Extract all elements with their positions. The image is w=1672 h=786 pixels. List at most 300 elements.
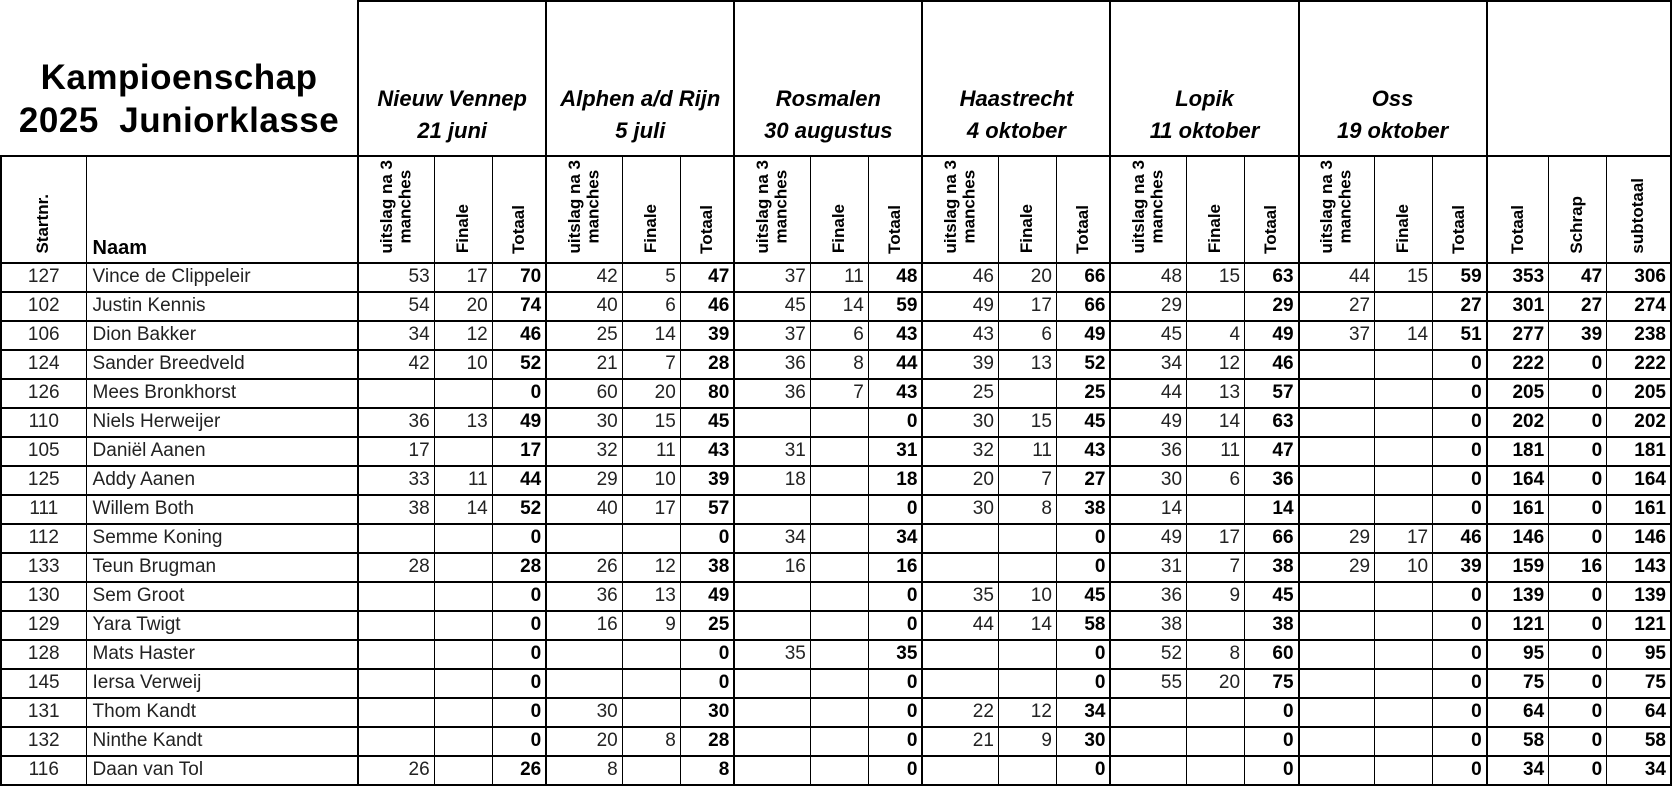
grand-totaal-header-label: Totaal — [1507, 204, 1527, 254]
finale-cell-event-2: 10 — [622, 466, 680, 495]
totaal-cell-event-5: 63 — [1245, 408, 1299, 437]
finale-cell-event-3 — [810, 611, 868, 640]
totaal-cell-event-6: 0 — [1433, 437, 1487, 466]
uitslag-cell-event-3: 16 — [734, 553, 810, 582]
event-totaal-header-label: Totaal — [1449, 204, 1469, 254]
totaal-header-event-2 — [680, 156, 734, 263]
startnr-cell: 112 — [1, 524, 86, 553]
subtotal-cell: 95 — [1607, 640, 1671, 669]
uitslag-cell-event-5: 36 — [1110, 437, 1186, 466]
event-totaal-header-label: Totaal — [696, 204, 716, 254]
finale-cell-event-5 — [1187, 495, 1245, 524]
uitslag-cell-event-1 — [358, 640, 434, 669]
totaal-cell-event-1: 52 — [492, 495, 546, 524]
uitslag-cell-event-1: 34 — [358, 321, 434, 350]
uitslag-cell-event-5: 44 — [1110, 379, 1186, 408]
totaal-cell-event-4: 30 — [1056, 727, 1110, 756]
uitslag-cell-event-2: 21 — [546, 350, 622, 379]
finale-cell-event-1 — [434, 756, 492, 785]
totaal-cell-event-1: 0 — [492, 698, 546, 727]
totaal-cell-event-1: 0 — [492, 611, 546, 640]
event-name: Nieuw Vennep — [377, 86, 527, 112]
uitslag-cell-event-6: 37 — [1299, 321, 1375, 350]
finale-cell-event-5: 12 — [1187, 350, 1245, 379]
totaal-cell-event-5: 47 — [1245, 437, 1299, 466]
totaal-cell-event-5: 45 — [1245, 582, 1299, 611]
finale-cell-event-3: 7 — [810, 379, 868, 408]
finale-cell-event-4 — [998, 640, 1056, 669]
finale-header-label: Finale — [1205, 204, 1225, 254]
finale-cell-event-2 — [622, 669, 680, 698]
startnr-cell: 111 — [1, 495, 86, 524]
finale-cell-event-3 — [810, 756, 868, 785]
total-cell: 95 — [1487, 640, 1549, 669]
uitslag-cell-event-4 — [922, 553, 998, 582]
totaal-cell-event-1: 0 — [492, 379, 546, 408]
event-totaal-header-label: Totaal — [1260, 204, 1280, 254]
startnr-cell: 116 — [1, 756, 86, 785]
uitslag-cell-event-4: 43 — [922, 321, 998, 350]
total-cell: 75 — [1487, 669, 1549, 698]
totaal-cell-event-4: 0 — [1056, 640, 1110, 669]
finale-cell-event-3 — [810, 727, 868, 756]
totaal-cell-event-3: 59 — [868, 292, 922, 321]
table-row — [1, 495, 1671, 524]
finale-cell-event-3 — [810, 553, 868, 582]
uitslag-cell-event-3 — [734, 669, 810, 698]
finale-header-label: Finale — [1017, 204, 1037, 254]
finale-cell-event-4: 14 — [998, 611, 1056, 640]
uitslag-cell-event-6: 27 — [1299, 292, 1375, 321]
finale-cell-event-3: 14 — [810, 292, 868, 321]
subtotal-cell: 34 — [1607, 756, 1671, 785]
subtotaal-header — [1607, 156, 1671, 263]
finale-cell-event-4 — [998, 379, 1056, 408]
schrap-header-label: Schrap — [1567, 195, 1587, 254]
event-date: 21 juni — [417, 118, 488, 144]
sheet-title — [1, 1, 358, 156]
uitslag-cell-event-5 — [1110, 698, 1186, 727]
startnr-cell: 130 — [1, 582, 86, 611]
uitslag-cell-event-3: 35 — [734, 640, 810, 669]
totaal-cell-event-2: 8 — [680, 756, 734, 785]
finale-cell-event-6 — [1375, 669, 1433, 698]
total-cell: 159 — [1487, 553, 1549, 582]
totaal-cell-event-4: 0 — [1056, 669, 1110, 698]
name-cell: Iersa Verweij — [86, 669, 358, 698]
finale-cell-event-1: 14 — [434, 495, 492, 524]
totaal-cell-event-4: 43 — [1056, 437, 1110, 466]
finale-cell-event-5: 9 — [1187, 582, 1245, 611]
name-cell: Semme Koning — [86, 524, 358, 553]
finale-cell-event-2: 6 — [622, 292, 680, 321]
startnr-cell: 110 — [1, 408, 86, 437]
totaal-cell-event-6: 0 — [1433, 698, 1487, 727]
uitslag-cell-event-3: 34 — [734, 524, 810, 553]
uitslag-cell-event-4: 21 — [922, 727, 998, 756]
top-right-empty-cell — [1487, 1, 1671, 156]
uitslag-cell-event-3: 18 — [734, 466, 810, 495]
table-row — [1, 553, 1671, 582]
uitslag-cell-event-3: 36 — [734, 379, 810, 408]
schrap-cell: 0 — [1549, 727, 1607, 756]
name-cell: Justin Kennis — [86, 292, 358, 321]
table-row — [1, 466, 1671, 495]
uitslag-cell-event-3: 37 — [734, 321, 810, 350]
totaal-cell-event-3: 43 — [868, 379, 922, 408]
finale-cell-event-2 — [622, 640, 680, 669]
totaal-cell-event-3: 44 — [868, 350, 922, 379]
finale-header-event-1 — [434, 156, 492, 263]
totaal-cell-event-2: 25 — [680, 611, 734, 640]
finale-cell-event-1 — [434, 698, 492, 727]
name-cell: Sander Breedveld — [86, 350, 358, 379]
event-name: Alphen a/d Rijn — [560, 86, 721, 112]
uitslag-cell-event-6 — [1299, 727, 1375, 756]
uitslag-cell-event-1: 28 — [358, 553, 434, 582]
schrap-cell: 0 — [1549, 756, 1607, 785]
startnr-cell: 129 — [1, 611, 86, 640]
finale-cell-event-4: 11 — [998, 437, 1056, 466]
finale-cell-event-6 — [1375, 582, 1433, 611]
totaal-cell-event-5: 57 — [1245, 379, 1299, 408]
uitslag-cell-event-3 — [734, 582, 810, 611]
totaal-cell-event-5: 14 — [1245, 495, 1299, 524]
totaal-cell-event-3: 0 — [868, 727, 922, 756]
uitslag-cell-event-3: 36 — [734, 350, 810, 379]
uitslag-cell-event-5: 30 — [1110, 466, 1186, 495]
subtotal-cell: 205 — [1607, 379, 1671, 408]
schrap-cell: 16 — [1549, 553, 1607, 582]
total-cell: 181 — [1487, 437, 1549, 466]
name-cell: Vince de Clippeleir — [86, 263, 358, 292]
uitslag-cell-event-6 — [1299, 350, 1375, 379]
totaal-header-event-4 — [1056, 156, 1110, 263]
uitslag-cell-event-4: 46 — [922, 263, 998, 292]
uitslag-cell-event-1: 54 — [358, 292, 434, 321]
totaal-cell-event-6: 0 — [1433, 756, 1487, 785]
finale-header-label: Finale — [640, 204, 660, 254]
uitslag-cell-event-5: 34 — [1110, 350, 1186, 379]
finale-cell-event-1: 10 — [434, 350, 492, 379]
table-row — [1, 756, 1671, 785]
totaal-cell-event-4: 49 — [1056, 321, 1110, 350]
event-date: 4 oktober — [966, 118, 1066, 144]
uitslag-cell-event-5: 48 — [1110, 263, 1186, 292]
finale-cell-event-1 — [434, 669, 492, 698]
startnr-cell: 131 — [1, 698, 86, 727]
finale-cell-event-6: 15 — [1375, 263, 1433, 292]
totaal-cell-event-5: 60 — [1245, 640, 1299, 669]
event-date: 5 juli — [615, 118, 666, 144]
schrap-header — [1549, 156, 1607, 263]
event-totaal-header-label: Totaal — [884, 204, 904, 254]
totaal-cell-event-3: 0 — [868, 611, 922, 640]
finale-cell-event-6 — [1375, 437, 1433, 466]
subtotal-cell: 161 — [1607, 495, 1671, 524]
totaal-cell-event-1: 0 — [492, 640, 546, 669]
uitslag-cell-event-1 — [358, 379, 434, 408]
finale-cell-event-2: 17 — [622, 495, 680, 524]
total-cell: 353 — [1487, 263, 1549, 292]
totaal-cell-event-4: 45 — [1056, 408, 1110, 437]
schrap-cell: 39 — [1549, 321, 1607, 350]
uitslag-cell-event-5: 55 — [1110, 669, 1186, 698]
uitslag-cell-event-3 — [734, 408, 810, 437]
uitslag-cell-event-2: 29 — [546, 466, 622, 495]
totaal-cell-event-5: 46 — [1245, 350, 1299, 379]
finale-cell-event-2: 15 — [622, 408, 680, 437]
uitslag-cell-event-6 — [1299, 495, 1375, 524]
totaal-cell-event-1: 49 — [492, 408, 546, 437]
uitslag-cell-event-2: 30 — [546, 698, 622, 727]
table-row — [1, 640, 1671, 669]
table-row — [1, 379, 1671, 408]
uitslag-cell-event-5 — [1110, 727, 1186, 756]
totaal-cell-event-3: 18 — [868, 466, 922, 495]
total-cell: 121 — [1487, 611, 1549, 640]
events-header-row — [1, 1, 1671, 156]
uitslag-cell-event-5: 38 — [1110, 611, 1186, 640]
startnr-cell: 132 — [1, 727, 86, 756]
totaal-cell-event-5: 38 — [1245, 553, 1299, 582]
uitslag-header-event-2 — [546, 156, 622, 263]
totaal-cell-event-4: 0 — [1056, 756, 1110, 785]
finale-cell-event-5 — [1187, 727, 1245, 756]
table-row — [1, 669, 1671, 698]
finale-cell-event-5: 14 — [1187, 408, 1245, 437]
totaal-cell-event-6: 0 — [1433, 611, 1487, 640]
uitslag-cell-event-4: 32 — [922, 437, 998, 466]
uitslag-cell-event-2: 40 — [546, 292, 622, 321]
uitslag-cell-event-6 — [1299, 640, 1375, 669]
finale-cell-event-4 — [998, 669, 1056, 698]
totaal-cell-event-6: 0 — [1433, 727, 1487, 756]
event-name: Oss — [1371, 86, 1414, 112]
uitslag-cell-event-1: 38 — [358, 495, 434, 524]
uitslag-header-label: uitslag na 3 manches — [564, 160, 603, 254]
total-cell: 139 — [1487, 582, 1549, 611]
totaal-cell-event-3: 34 — [868, 524, 922, 553]
uitslag-cell-event-4: 20 — [922, 466, 998, 495]
totaal-cell-event-2: 49 — [680, 582, 734, 611]
finale-cell-event-4 — [998, 756, 1056, 785]
name-cell: Mees Bronkhorst — [86, 379, 358, 408]
totaal-cell-event-3: 48 — [868, 263, 922, 292]
uitslag-cell-event-3: 31 — [734, 437, 810, 466]
finale-cell-event-5: 13 — [1187, 379, 1245, 408]
totaal-cell-event-2: 28 — [680, 727, 734, 756]
table-row — [1, 437, 1671, 466]
uitslag-cell-event-2: 8 — [546, 756, 622, 785]
totaal-cell-event-6: 0 — [1433, 350, 1487, 379]
finale-cell-event-6 — [1375, 756, 1433, 785]
totaal-cell-event-6: 59 — [1433, 263, 1487, 292]
finale-cell-event-6 — [1375, 495, 1433, 524]
totaal-cell-event-4: 34 — [1056, 698, 1110, 727]
totaal-cell-event-5: 0 — [1245, 698, 1299, 727]
totaal-cell-event-3: 0 — [868, 756, 922, 785]
uitslag-cell-event-3: 37 — [734, 263, 810, 292]
event-header-5 — [1110, 1, 1298, 156]
uitslag-cell-event-2: 36 — [546, 582, 622, 611]
uitslag-cell-event-4: 49 — [922, 292, 998, 321]
totaal-cell-event-1: 74 — [492, 292, 546, 321]
totaal-cell-event-3: 35 — [868, 640, 922, 669]
schrap-cell: 0 — [1549, 582, 1607, 611]
finale-cell-event-2 — [622, 698, 680, 727]
schrap-cell: 0 — [1549, 379, 1607, 408]
uitslag-cell-event-1 — [358, 582, 434, 611]
startnr-cell: 102 — [1, 292, 86, 321]
totaal-cell-event-5: 75 — [1245, 669, 1299, 698]
title-line2: 2025 Juniorklasse — [18, 101, 340, 141]
uitslag-cell-event-1: 26 — [358, 756, 434, 785]
finale-header-event-4 — [998, 156, 1056, 263]
finale-cell-event-1 — [434, 582, 492, 611]
event-name: Haastrecht — [959, 86, 1074, 112]
totaal-cell-event-6: 0 — [1433, 408, 1487, 437]
uitslag-cell-event-3: 45 — [734, 292, 810, 321]
uitslag-cell-event-5: 45 — [1110, 321, 1186, 350]
uitslag-cell-event-2 — [546, 524, 622, 553]
uitslag-cell-event-6 — [1299, 669, 1375, 698]
uitslag-cell-event-6 — [1299, 466, 1375, 495]
uitslag-cell-event-1 — [358, 669, 434, 698]
totaal-cell-event-3: 0 — [868, 408, 922, 437]
finale-cell-event-5: 7 — [1187, 553, 1245, 582]
event-header-4 — [922, 1, 1110, 156]
totaal-cell-event-1: 0 — [492, 524, 546, 553]
schrap-cell: 0 — [1549, 466, 1607, 495]
startnr-cell: 128 — [1, 640, 86, 669]
finale-cell-event-3 — [810, 495, 868, 524]
finale-cell-event-5: 6 — [1187, 466, 1245, 495]
uitslag-cell-event-5: 49 — [1110, 524, 1186, 553]
totaal-cell-event-1: 44 — [492, 466, 546, 495]
finale-cell-event-5: 15 — [1187, 263, 1245, 292]
subtotal-cell: 306 — [1607, 263, 1671, 292]
finale-cell-event-2: 8 — [622, 727, 680, 756]
totaal-cell-event-3: 43 — [868, 321, 922, 350]
totaal-header-event-3 — [868, 156, 922, 263]
subtotal-cell: 164 — [1607, 466, 1671, 495]
event-date: 19 oktober — [1336, 118, 1449, 144]
total-cell: 202 — [1487, 408, 1549, 437]
uitslag-cell-event-2: 16 — [546, 611, 622, 640]
event-totaal-header-label: Totaal — [1072, 204, 1092, 254]
totaal-cell-event-2: 38 — [680, 553, 734, 582]
finale-cell-event-3: 11 — [810, 263, 868, 292]
uitslag-cell-event-2: 42 — [546, 263, 622, 292]
totaal-cell-event-2: 47 — [680, 263, 734, 292]
uitslag-cell-event-1: 17 — [358, 437, 434, 466]
table-row — [1, 263, 1671, 292]
finale-cell-event-3 — [810, 408, 868, 437]
startnr-header-label: Startnr. — [33, 194, 53, 254]
uitslag-cell-event-1: 33 — [358, 466, 434, 495]
total-cell: 277 — [1487, 321, 1549, 350]
finale-cell-event-1 — [434, 553, 492, 582]
event-totaal-header-label: Totaal — [508, 204, 528, 254]
finale-cell-event-1 — [434, 611, 492, 640]
subtotaal-header-label: subtotaal — [1628, 177, 1648, 254]
uitslag-cell-event-5: 31 — [1110, 553, 1186, 582]
finale-cell-event-3 — [810, 524, 868, 553]
finale-cell-event-5: 8 — [1187, 640, 1245, 669]
totaal-cell-event-6: 46 — [1433, 524, 1487, 553]
totaal-cell-event-1: 28 — [492, 553, 546, 582]
finale-cell-event-1: 20 — [434, 292, 492, 321]
finale-cell-event-3 — [810, 437, 868, 466]
total-cell: 34 — [1487, 756, 1549, 785]
totaal-cell-event-6: 27 — [1433, 292, 1487, 321]
name-cell: Sem Groot — [86, 582, 358, 611]
schrap-cell: 0 — [1549, 611, 1607, 640]
schrap-cell: 0 — [1549, 640, 1607, 669]
uitslag-cell-event-1 — [358, 698, 434, 727]
uitslag-cell-event-5: 49 — [1110, 408, 1186, 437]
total-cell: 164 — [1487, 466, 1549, 495]
finale-cell-event-3: 6 — [810, 321, 868, 350]
table-row — [1, 292, 1671, 321]
event-name: Lopik — [1175, 86, 1234, 112]
finale-cell-event-3 — [810, 698, 868, 727]
finale-cell-event-1 — [434, 640, 492, 669]
finale-cell-event-4: 7 — [998, 466, 1056, 495]
event-header-1 — [358, 1, 546, 156]
uitslag-cell-event-3 — [734, 698, 810, 727]
subtotal-cell: 222 — [1607, 350, 1671, 379]
finale-cell-event-6 — [1375, 350, 1433, 379]
totaal-cell-event-2: 28 — [680, 350, 734, 379]
uitslag-cell-event-4 — [922, 669, 998, 698]
uitslag-cell-event-4: 22 — [922, 698, 998, 727]
finale-cell-event-2: 11 — [622, 437, 680, 466]
totaal-cell-event-4: 66 — [1056, 263, 1110, 292]
finale-cell-event-6: 17 — [1375, 524, 1433, 553]
totaal-cell-event-2: 80 — [680, 379, 734, 408]
naam-header: Naam — [86, 156, 358, 263]
schrap-cell: 0 — [1549, 524, 1607, 553]
totaal-cell-event-5: 66 — [1245, 524, 1299, 553]
uitslag-header-event-5 — [1110, 156, 1186, 263]
uitslag-cell-event-2: 25 — [546, 321, 622, 350]
uitslag-cell-event-5: 14 — [1110, 495, 1186, 524]
uitslag-cell-event-6 — [1299, 611, 1375, 640]
totaal-cell-event-5: 49 — [1245, 321, 1299, 350]
subtotal-cell: 139 — [1607, 582, 1671, 611]
uitslag-cell-event-6 — [1299, 698, 1375, 727]
startnr-cell: 133 — [1, 553, 86, 582]
uitslag-cell-event-1: 36 — [358, 408, 434, 437]
name-cell: Daniël Aanen — [86, 437, 358, 466]
finale-cell-event-6 — [1375, 611, 1433, 640]
name-cell: Niels Herweijer — [86, 408, 358, 437]
name-cell: Willem Both — [86, 495, 358, 524]
finale-cell-event-4: 8 — [998, 495, 1056, 524]
uitslag-cell-event-4: 30 — [922, 495, 998, 524]
totaal-cell-event-1: 0 — [492, 582, 546, 611]
totaal-cell-event-3: 0 — [868, 495, 922, 524]
finale-cell-event-4: 13 — [998, 350, 1056, 379]
column-header-row — [1, 156, 1671, 263]
finale-cell-event-5: 20 — [1187, 669, 1245, 698]
totaal-cell-event-1: 70 — [492, 263, 546, 292]
uitslag-cell-event-1: 53 — [358, 263, 434, 292]
finale-cell-event-1 — [434, 437, 492, 466]
totaal-cell-event-2: 39 — [680, 321, 734, 350]
